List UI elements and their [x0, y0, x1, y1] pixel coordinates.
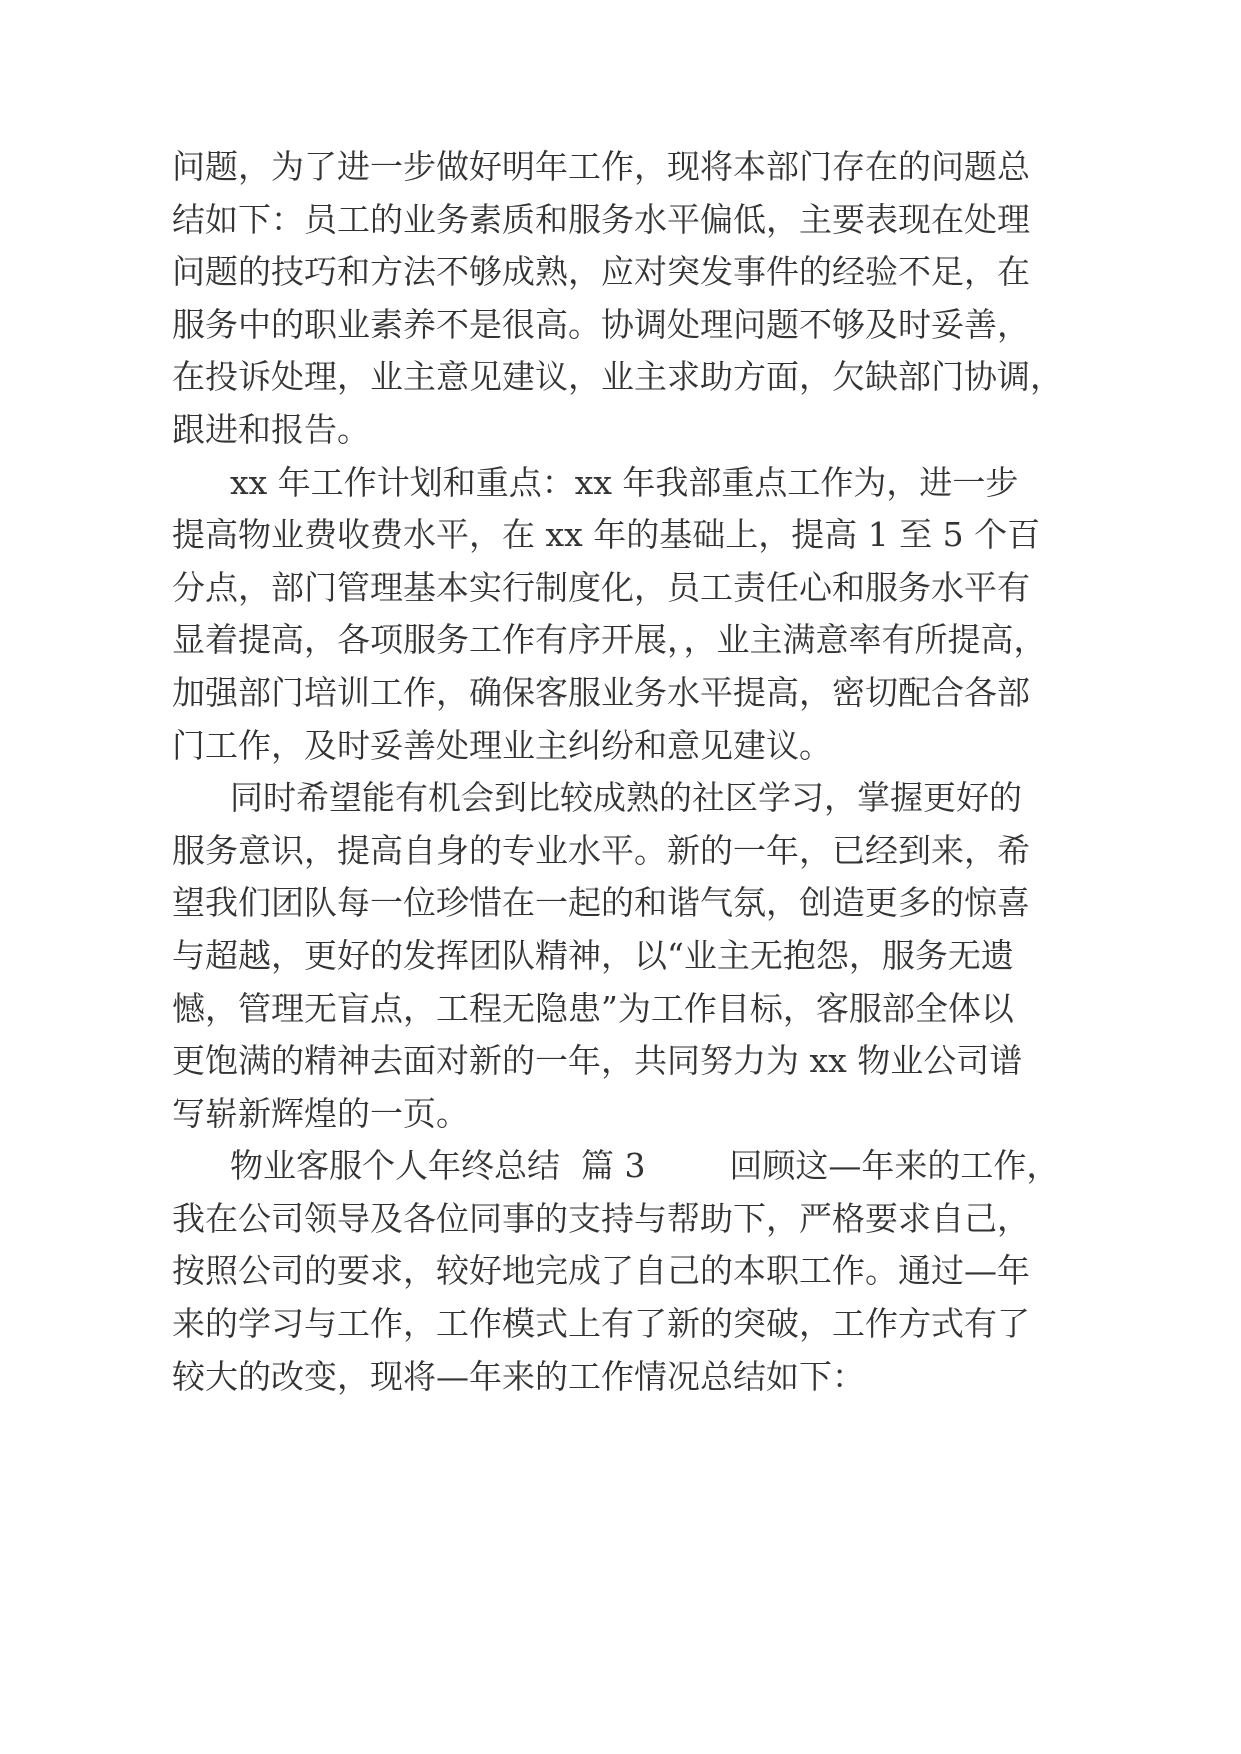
text-line: 服务意识，提高自身的专业水平。新的一年，已经到来，希	[172, 830, 1030, 870]
text-line: 加强部门培训工作，确保客服业务水平提高，密切配合各部	[172, 672, 1030, 712]
text-line: 较大的改变，现将—年来的工作情况总结如下：	[172, 1356, 865, 1396]
text-line: 问题的技巧和方法不够成熟，应对突发事件的经验不足，在	[172, 252, 1030, 292]
paragraph-section-3	[172, 1140, 1060, 1403]
document-body	[172, 141, 1063, 1403]
text-line: 门工作，及时妥善处理业主纠纷和意见建议。	[172, 725, 832, 765]
text-line: 服务中的职业素养不是很高。协调处理问题不够及时妥善，	[172, 304, 1030, 344]
text-line: 更饱满的精神去面对新的一年，共同努力为 xx 物业公司谱	[172, 1041, 1023, 1081]
paragraph-work-plan	[172, 457, 1047, 773]
text-line: 与超越，更好的发挥团队精神，以“业主无抱怨，服务无遗	[172, 935, 1014, 975]
paragraph-problems-summary	[172, 141, 1063, 457]
text-line: 在投诉处理，业主意见建议，业主求助方面，欠缺部门协调，	[172, 357, 1063, 397]
text-line: 结如下：员工的业务素质和服务水平偏低，主要表现在处理	[172, 199, 1030, 239]
paragraph-hopes	[172, 772, 1030, 1140]
text-line: 写崭新辉煌的一页。	[172, 1093, 469, 1133]
text-line: 物业客服个人年终总结 篇 3 回顾这—年来的工作，	[230, 1146, 1060, 1186]
text-line: 问题，为了进一步做好明年工作，现将本部门存在的问题总	[172, 147, 1030, 186]
text-line: 显着提高，各项服务工作有序开展，，业主满意率有所提高，	[172, 620, 1047, 660]
text-line: 来的学习与工作，工作模式上有了新的突破，工作方式有了	[172, 1304, 1030, 1344]
text-line: xx 年工作计划和重点：xx 年我部重点工作为，进一步	[230, 462, 1019, 502]
text-line: 提高物业费收费水平，在 xx 年的基础上，提高 1 至 5 个百	[172, 515, 1041, 555]
text-line: 同时希望能有机会到比较成熟的社区学习，掌握更好的	[230, 778, 1022, 818]
text-line: 分点，部门管理基本实行制度化，员工责任心和服务水平有	[172, 567, 1030, 607]
text-line: 按照公司的要求，较好地完成了自己的本职工作。通过—年	[172, 1251, 1030, 1291]
text-line: 跟进和报告。	[172, 409, 370, 449]
text-line: 我在公司领导及各位同事的支持与帮助下，严格要求自己，	[172, 1198, 1030, 1238]
text-line: 望我们团队每一位珍惜在一起的和谐气氛，创造更多的惊喜	[172, 883, 1030, 923]
text-line: 憾，管理无盲点，工程无隐患”为工作目标，客服部全体以	[172, 988, 1014, 1028]
